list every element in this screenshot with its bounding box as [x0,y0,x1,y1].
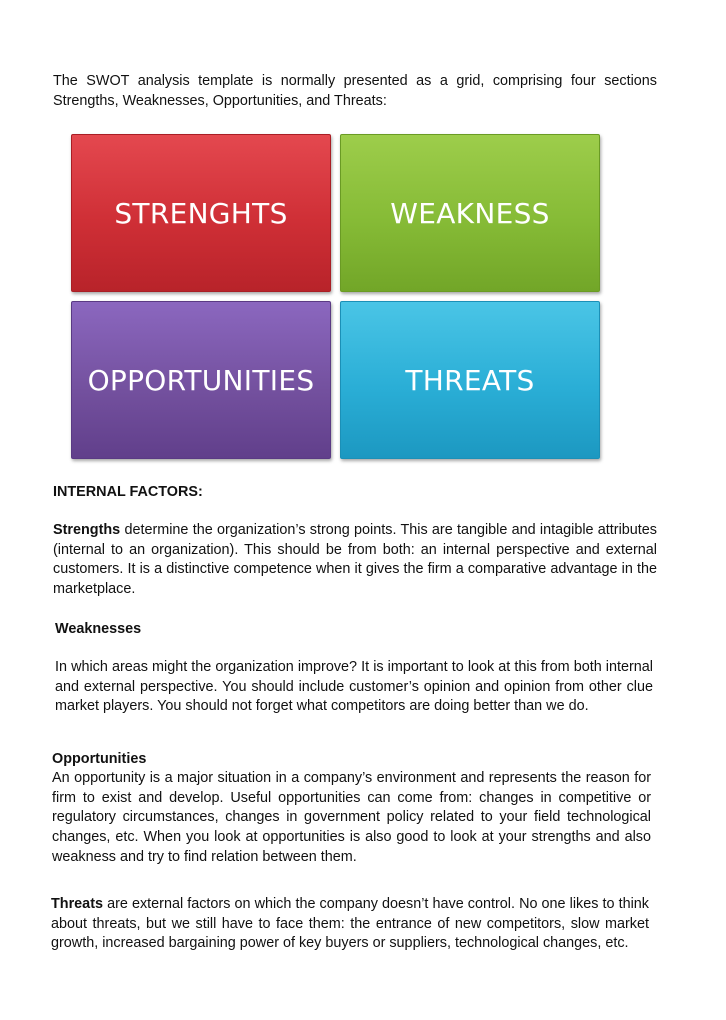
weaknesses-paragraph: In which areas might the organization improve? It is important to look at this from both internal and external perspective. You should include customer’s opinion and opinion from other clue market players. You should not forget what competitors are doing better than we do. [55,659,653,715]
strengths-paragraph [53,521,657,600]
swot-strengths-label: STRENGHTS [114,196,288,230]
weaknesses-heading: Weaknesses [55,621,142,637]
threats-paragraph [51,895,649,954]
threats-lead: Threats [51,896,103,912]
swot-opportunities-label: OPPORTUNITIES [87,363,315,397]
strengths-lead: Strengths [53,522,121,538]
swot-threats-label: THREATS [405,363,535,397]
swot-threats-box [340,301,600,459]
opportunities-heading: Opportunities [52,751,147,767]
swot-opportunities-box [71,301,331,459]
intro-paragraph: The SWOT analysis template is normally presented as a grid, comprising four sections Strengths, Weaknesses, Opportunities, and Threats: [53,73,657,109]
opportunities-paragraph: An opportunity is a major situation in a company’s environment and represents the reason for firm to exist and develop. Useful opportunities can come from: changes in competitive or regulatory circumstances, changes in government policy related to your field technological changes, etc. When you look at opportunities is also good to look at your strengths and also weakness and try to find relation between them. [52,770,651,865]
swot-strengths-box [71,134,331,292]
swot-weakness-box [340,134,600,292]
internal-factors-heading: INTERNAL FACTORS: [53,484,203,500]
swot-weakness-label: WEAKNESS [390,196,550,230]
strengths-text: determine the organization’s strong points. This are tangible and intagible attributes (internal to an organization). This should be from both: an internal perspective and external customers. It is a distinctive competence when it gives the firm a comparative advantage in the marketplace. [53,522,657,598]
threats-text: are external factors on which the company doesn’t have control. No one likes to think about threats, but we still have to face them: the entrance of new competitors, slow market growth, increased bargaining power of key buyers or suppliers, technological changes, etc. [51,896,649,952]
